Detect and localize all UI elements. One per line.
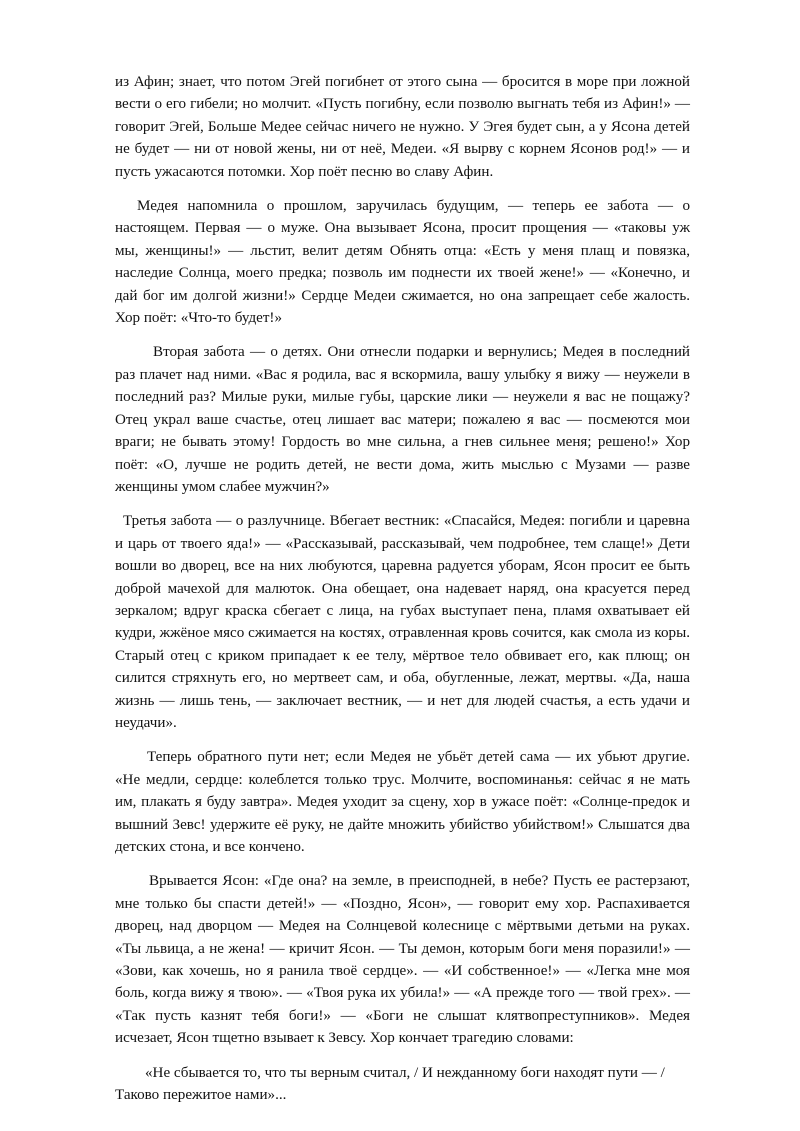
paragraph-5: Теперь обратного пути нет; если Медея не убьёт детей сама — их убьют другие. «Не медли, сердце: колеблется только трус. Молчите, воспоминанья: сейчас я не мать им, плакать я буду завтра». Медея уходит за сцену, хор в ужасе поёт: «Солнце-предок и вышний Зевс! удержите её руку, не дайте множить убийство убийством!» Слышатся два детских стона, и все кончено. xyxy=(115,749,690,855)
paragraph-1: из Афин; знает, что потом Эгей погибнет от этого сына — бросится в море при ложной вести о его гибели; но молчит. «Пусть погибну, если позволю выгнать тебя из Афин!» — говорит Эгей, Больше Медее сейчас ничего не нужно. У Эгея будет сын, а у Ясона детей не будет — ни от новой жены, ни от неё, Медеи. «Я вырву с корнем Ясонов род!» — и пусть ужасаются потомки. Хор поёт песню во славу Афин. xyxy=(115,74,690,180)
paragraph-4: Третья забота — о разлучнице. Вбегает вестник: «Спасайся, Медея: погибли и царевна и царь от твоего яда!» — «Рассказывай, рассказывай, чем подробнее, тем слаще!» Дети вошли во дворец, все на них любуются, царевна радуется уборам, Ясон просит ее быть доброй мачехой для малюток. Она обещает, она надевает наряд, она красуется перед зеркалом; вдруг краска сбегает с лица, на губах выступает пена, пламя охватывает ей кудри, жжёное мясо сжимается на костях, отравленная кровь сочится, как смола из коры. Старый отец с криком припадает к ее телу, мёртвое тело обвивает его, как плющ; он силится стряхнуть его, но мертвеет сам, и оба, обугленные, лежат, мертвы. «Да, наша жизнь — лишь тень, — заключает вестник, — и нет для людей счастья, а есть удачи и неудачи». xyxy=(115,513,690,731)
paragraph-3: Вторая забота — о детях. Они отнесли подарки и вернулись; Медея в последний раз плачет над ними. «Вас я родила, вас я вскормила, вашу улыбку я вижу — неужели в последний раз? Милые руки, милые губы, царские лики — неужели я вас не пощажу? Отец украл ваше счастье, отец лишает вас матери; пожалею я вас — посмеются мои враги; не бывать этому! Гордость во мне сильна, а гнев сильнее меня; решено!» Хор поёт: «О, лучше не родить детей, не вести дома, жить мыслью с Музами — разве женщины умом слабее мужчин?» xyxy=(115,344,690,495)
document-page xyxy=(115,71,690,1118)
paragraph-6: Врывается Ясон: «Где она? на земле, в преисподней, в небе? Пусть ее растерзают, мне только бы спасти детей!» — «Поздно, Ясон», — говорит ему хор. Распахивается дворец, над дворцом — Медея на Солнцевой колеснице с мёртвыми детьми на руках. «Ты львица, а не жена! — кричит Ясон. — Ты демон, которым боги меня поразили!» — «Зови, как хочешь, но я ранила твоё сердце». — «И собственное!» — «Легка мне моя боль, когда вижу я твою». — «Твоя рука их убила!» — «А прежде того — твой грех». — «Так пусть казнят тебя боги!» — «Боги не слышат клятвопреступников». Медея исчезает, Ясон тщетно взывает к Зевсу. Хор кончает трагедию словами: xyxy=(115,873,690,1047)
paragraph-2: Медея напомнила о прошлом, заручилась будущим, — теперь ее забота — о настоящем. Первая — о муже. Она вызывает Ясона, просит прощения — «таковы уж мы, женщины!» — льстит, велит детям Обнять отца: «Есть у меня плащ и повязка, наследие Солнца, моего предка; позволь им поднести их твоей жене!» — «Конечно, и дай бог им долгой жизни!» Сердце Медеи сжимается, но она запрещает себе жалость. Хор поёт: «Что-то будет!» xyxy=(115,198,690,327)
paragraph-7-quote: «Не сбывается то, что ты верным считал, / И нежданному боги находят пути — / Таково пережитое нами»... xyxy=(115,1064,665,1104)
